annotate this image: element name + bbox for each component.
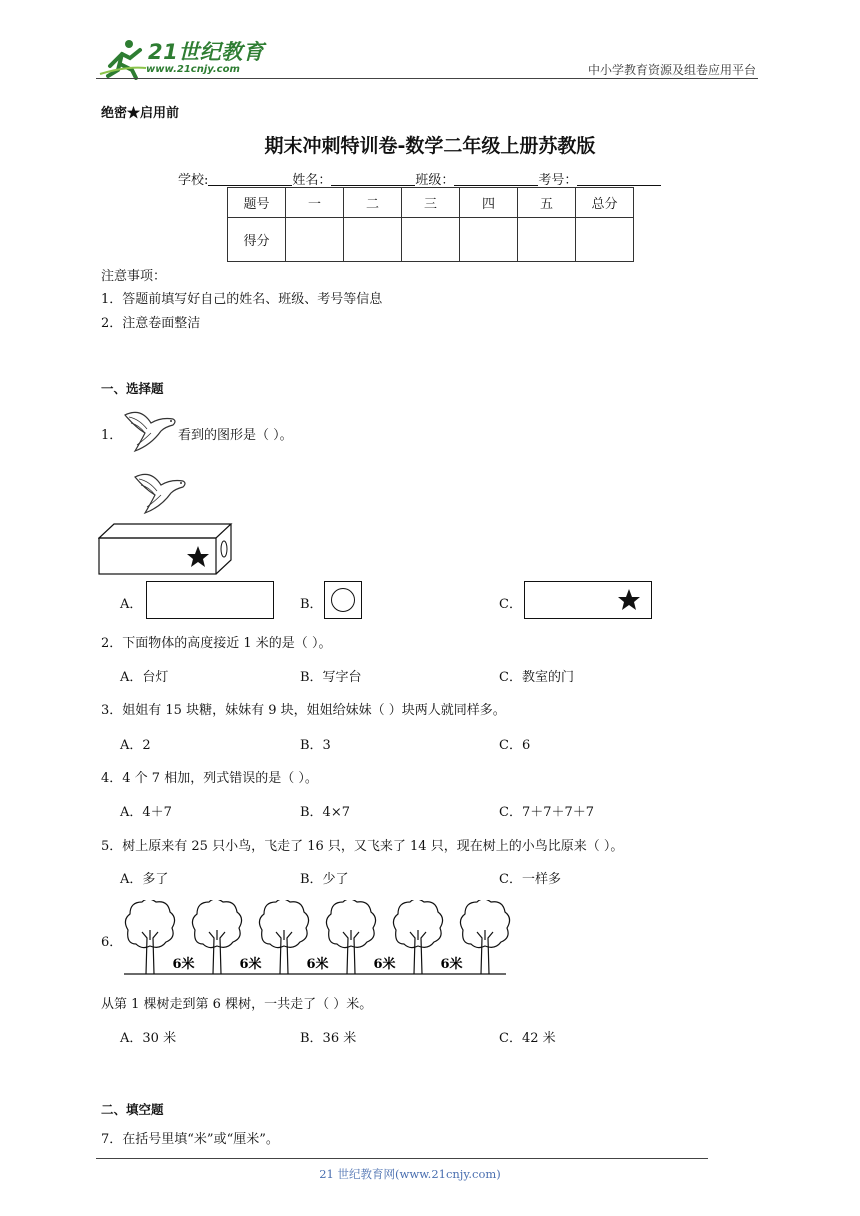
rectangle-shape	[146, 581, 274, 619]
q3-option-c[interactable]: C．6	[499, 738, 531, 753]
score-header-cell: 三	[402, 188, 460, 218]
header-divider	[96, 78, 758, 79]
score-header-cell: 一	[286, 188, 344, 218]
q5-option-a[interactable]: A．多了	[120, 872, 169, 887]
q6-option-c[interactable]: C．42 米	[499, 1031, 556, 1046]
distance-labels	[172, 956, 462, 972]
name-blank[interactable]	[331, 173, 415, 186]
footer-divider	[96, 1158, 708, 1159]
page-title: 期末冲刺特训卷-数学二年级上册苏教版	[264, 135, 596, 157]
note-item: 1．答题前填写好自己的姓名、班级、考号等信息	[101, 292, 383, 307]
q5-option-c[interactable]: C．一样多	[499, 872, 561, 887]
score-header-cell: 四	[460, 188, 518, 218]
school-label: 学校:	[178, 173, 209, 188]
q1-option-c-label[interactable]: C．	[499, 597, 522, 612]
q1-option-b-label[interactable]: B．	[300, 597, 323, 612]
class-blank[interactable]	[454, 173, 538, 186]
q1-number: 1．	[101, 428, 123, 443]
score-header-row	[228, 188, 634, 218]
score-cell[interactable]	[460, 218, 518, 262]
q4-option-b[interactable]: B．4×7	[300, 805, 350, 820]
score-cell[interactable]	[518, 218, 576, 262]
q6-option-b[interactable]: B．36 米	[300, 1031, 357, 1046]
q1-option-a-label[interactable]: A．	[120, 597, 143, 612]
q4-option-c[interactable]: C．7＋7＋7＋7	[499, 805, 595, 820]
q3-option-b[interactable]: B．3	[300, 738, 331, 753]
class-label: 班级：	[415, 173, 455, 188]
student-info-line	[178, 169, 661, 188]
distance-label: 6米	[306, 957, 329, 972]
q1-text: 看到的图形是（ ）。	[178, 428, 293, 443]
secret-label: 绝密★启用前	[101, 106, 180, 121]
score-row-label: 得分	[228, 218, 286, 262]
school-blank[interactable]	[208, 173, 292, 186]
note-item: 2．注意卷面整洁	[101, 316, 201, 331]
exam-no-blank[interactable]	[577, 173, 661, 186]
rectangle-star-shape	[524, 581, 652, 619]
q5-option-b[interactable]: B．少了	[300, 872, 349, 887]
cuboid-figure	[98, 522, 234, 576]
score-value-row	[228, 218, 634, 262]
q4-text: 4．4 个 7 相加，列式错误的是（ ）。	[101, 771, 318, 786]
q2-option-a[interactable]: A．台灯	[120, 670, 169, 685]
notes-heading: 注意事项：	[101, 269, 167, 284]
logo-text: 21世纪教育	[148, 40, 265, 64]
score-header-cell: 二	[344, 188, 402, 218]
tree-icon	[326, 900, 375, 974]
q2-option-c[interactable]: C．教室的门	[499, 670, 574, 685]
bird-icon	[121, 405, 179, 455]
score-cell[interactable]	[402, 218, 460, 262]
q4-option-a[interactable]: A．4＋7	[120, 805, 172, 820]
section-heading-fill: 二、填空题	[101, 1102, 164, 1117]
section-heading-choice: 一、选择题	[101, 381, 164, 396]
q5-text: 5．树上原来有 25 只小鸟，飞走了 16 只，又飞来了 14 只，现在树上的小鸟比原来（ ）。	[101, 839, 624, 854]
q7-text: 7．在括号里填“米”或“厘米”。	[101, 1132, 279, 1147]
exam-no-label: 考号：	[538, 173, 578, 188]
tree-icon	[259, 900, 308, 974]
score-header-cell: 总分	[576, 188, 634, 218]
header-platform-text: 中小学教育资源及组卷应用平台	[587, 63, 756, 77]
q2-option-b[interactable]: B．写字台	[300, 670, 362, 685]
bird-icon	[131, 467, 189, 517]
circle-icon	[325, 582, 361, 618]
square-circle-shape	[324, 581, 362, 619]
score-table	[227, 187, 634, 262]
q6-text: 从第 1 棵树走到第 6 棵树，一共走了（ ）米。	[101, 997, 373, 1012]
trees-figure	[120, 900, 520, 978]
q6-option-a[interactable]: A．30 米	[120, 1031, 177, 1046]
score-cell[interactable]	[576, 218, 634, 262]
name-label: 姓名：	[292, 173, 332, 188]
footer-text: 21 世纪教育网(www.21cnjy.com)	[319, 1167, 501, 1181]
q2-text: 2．下面物体的高度接近 1 米的是（ ）。	[101, 636, 332, 651]
distance-label: 6米	[239, 957, 262, 972]
distance-label: 6米	[373, 957, 396, 972]
distance-label: 6米	[172, 957, 195, 972]
tree-icon	[460, 900, 509, 974]
tree-icon	[125, 900, 174, 974]
tree-icon	[393, 900, 442, 974]
distance-label: 6米	[440, 957, 463, 972]
q6-number: 6．	[101, 935, 123, 950]
star-icon	[617, 588, 641, 612]
score-header-cell: 题号	[228, 188, 286, 218]
score-cell[interactable]	[344, 218, 402, 262]
score-header-cell: 五	[518, 188, 576, 218]
q3-text: 3．姐姐有 15 块糖，妹妹有 9 块，姐姐给妹妹（ ）块两人就同样多。	[101, 703, 506, 718]
q3-option-a[interactable]: A．2	[120, 738, 151, 753]
score-cell[interactable]	[286, 218, 344, 262]
logo-url: www.21cnjy.com	[146, 64, 240, 75]
tree-icon	[192, 900, 241, 974]
